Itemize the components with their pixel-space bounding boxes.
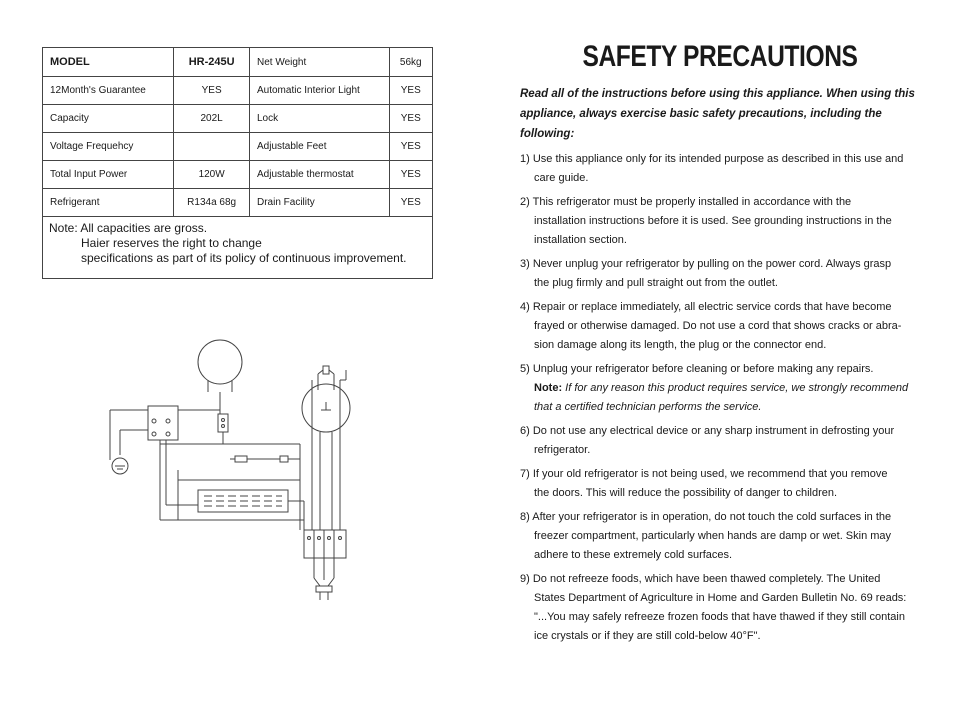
list-item	[520, 508, 915, 565]
list-item	[520, 422, 915, 460]
spec-row	[43, 105, 433, 133]
spec-label: Adjustable Feet	[249, 133, 389, 161]
spec-label: Capacity	[43, 105, 174, 133]
item-text: 7) If your old refrigerator is not being used, we recommend that you remove	[520, 468, 888, 480]
power-plug	[316, 586, 332, 592]
item-text: 2) This refrigerator must be properly installed in accordance with the	[520, 196, 852, 208]
list-item	[520, 255, 915, 293]
spec-label: 12Month's Guarantee	[43, 77, 174, 105]
list-item	[520, 465, 915, 503]
item-text: 1) Use this appliance only for its intended purpose as described in this use and	[520, 153, 904, 165]
spec-value: 120W	[174, 161, 250, 189]
list-item	[520, 298, 915, 355]
list-item	[520, 193, 915, 250]
spec-note-line: specifications as part of its policy of continuous improvement.	[81, 251, 407, 265]
spec-value: YES	[389, 133, 432, 161]
terminal-block	[304, 530, 346, 558]
item-text: 9) Do not refreeze foods, which have been thawed completely. The United	[520, 573, 881, 585]
spec-value: YES	[389, 189, 432, 217]
thermostat-resistor	[235, 456, 247, 462]
item-continuation: the doors. This will reduce the possibility of danger to children.	[534, 487, 838, 499]
spec-label: MODEL	[43, 48, 174, 77]
item-text: 5) Unplug your refrigerator before cleaning or before making any repairs.	[520, 363, 874, 375]
wiring-diagram	[100, 330, 380, 610]
spec-label: Refrigerant	[43, 189, 174, 217]
item-note	[520, 379, 915, 417]
list-item	[520, 150, 915, 188]
spec-value: 202L	[174, 105, 250, 133]
note-text: If for any reason this product requires service, we strongly recommend that a certified technician performs the service.	[534, 382, 909, 413]
page-title: SAFETY PRECAUTIONS	[582, 40, 858, 73]
item-text: 8) After your refrigerator is in operation, do not touch the cold surfaces in the	[520, 511, 892, 523]
specifications-table	[42, 47, 433, 279]
note-label: Note:	[534, 382, 563, 394]
spec-label: Drain Facility	[249, 189, 389, 217]
spec-value: R134a 68g	[174, 189, 250, 217]
spec-note	[43, 217, 433, 279]
item-continuation: the plug firmly and pull straight out from the outlet.	[534, 277, 778, 289]
fuse-symbol	[280, 456, 288, 462]
intro-paragraph: Read all of the instructions before using this appliance. When using this appliance, always exercise basic safety precautions, including the following:	[520, 88, 915, 140]
spec-row	[43, 48, 433, 77]
spec-row	[43, 161, 433, 189]
spec-note-line: Haier reserves the right to change	[81, 236, 262, 250]
item-continuation: installation instructions before it is used. See grounding instructions in the installation section.	[534, 215, 892, 246]
precautions-list	[520, 150, 915, 651]
overload-protector	[218, 414, 228, 432]
spec-value: YES	[389, 161, 432, 189]
motor-symbol	[198, 340, 242, 384]
list-item	[520, 570, 915, 646]
spec-label: Automatic Interior Light	[249, 77, 389, 105]
spec-note-row	[43, 217, 433, 279]
spec-value: HR-245U	[174, 48, 250, 77]
spec-note-line: Note: All capacities are gross.	[49, 221, 208, 235]
item-continuation: frayed or otherwise damaged. Do not use a cord that shows cracks or abra-sion damage along its length, the plug or the connector end.	[534, 320, 902, 351]
spec-label: Lock	[249, 105, 389, 133]
spec-label: Net Weight	[249, 48, 389, 77]
spec-label: Adjustable thermostat	[249, 161, 389, 189]
spec-value: 56kg	[389, 48, 432, 77]
spec-value: YES	[174, 77, 250, 105]
spec-row	[43, 133, 433, 161]
item-text: 4) Repair or replace immediately, all electric service cords that have become	[520, 301, 892, 313]
spec-label: Total Input Power	[43, 161, 174, 189]
item-continuation: refrigerator.	[534, 444, 591, 456]
item-continuation: States Department of Agriculture in Home and Garden Bulletin No. 69 reads: "...You may safely refreeze frozen foods that have thawed if they still contain ice crystals or if they are still cold-below 40°F".	[534, 592, 907, 642]
item-continuation: freezer compartment, particularly when hands are damp or wet. Skin may adhere to these extremely cold surfaces.	[534, 530, 892, 561]
spec-label: Voltage Frequehcy	[43, 133, 174, 161]
item-text: 6) Do not use any electrical device or any sharp instrument in defrosting your	[520, 425, 895, 437]
list-item	[520, 360, 915, 417]
spec-value: YES	[389, 105, 432, 133]
spec-value: YES	[389, 77, 432, 105]
spec-row	[43, 189, 433, 217]
item-continuation: care guide.	[534, 172, 589, 184]
item-text: 3) Never unplug your refrigerator by pulling on the power cord. Always grasp	[520, 258, 892, 270]
spec-row	[43, 77, 433, 105]
light-switch	[323, 366, 329, 374]
spec-value	[174, 133, 250, 161]
